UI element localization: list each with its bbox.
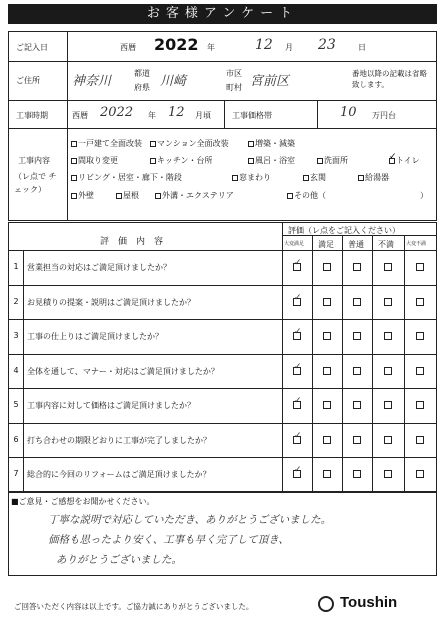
content-option[interactable] (155, 190, 234, 201)
content-option-label: ） (420, 191, 428, 200)
content-checkbox[interactable] (71, 193, 77, 199)
period-month-unit: 月頃 (195, 111, 211, 120)
content-option[interactable] (71, 155, 118, 166)
date-month-unit: 月 (285, 43, 293, 52)
content-checkbox[interactable] (71, 175, 77, 181)
rating-check-mark: ✓ (294, 361, 302, 372)
date-era: 西暦 (120, 43, 136, 52)
eval-question: 営業担当の対応はご満足頂けましたか？ (27, 263, 171, 272)
eval-question: お見積りの提案・説明はご満足頂けましたか？ (27, 297, 195, 307)
rating-checkbox[interactable] (353, 436, 361, 444)
period-label: 工事時期 (16, 111, 48, 120)
eval-row-number: 3 (13, 331, 19, 340)
city-unit-1: 市区 (226, 69, 242, 78)
city-unit-2: 町村 (226, 83, 242, 92)
content-option[interactable] (317, 155, 348, 166)
content-checkbox[interactable] (71, 158, 77, 164)
content-option-label: 窓まわり (239, 173, 271, 182)
content-option[interactable] (389, 152, 420, 166)
rating-checkbox[interactable] (416, 401, 424, 409)
content-option[interactable] (116, 190, 139, 201)
rating-check-mark: ✓ (294, 396, 302, 406)
period-year: 2022 (100, 105, 134, 120)
rating-checkbox[interactable] (416, 263, 424, 271)
rating-checkbox[interactable] (384, 436, 392, 444)
content-option[interactable] (150, 155, 212, 166)
eval-question: 工事内容に対して価格はご満足頂けましたか？ (27, 401, 195, 410)
eval-row-divider (8, 457, 437, 458)
content-option-label: リビング・居室・廊下・階段 (78, 173, 182, 182)
period-month: 12 (168, 105, 185, 120)
price-unit: 万円台 (372, 111, 396, 120)
eval-row-divider (8, 388, 437, 389)
eval-question: 工事の仕上りはご満足頂けましたか？ (27, 332, 163, 341)
content-option[interactable] (71, 172, 182, 183)
rating-checkbox[interactable] (384, 332, 392, 340)
period-era: 西暦 (72, 111, 88, 120)
content-option-label: キッチン・台所 (157, 156, 213, 165)
eval-row-number: 7 (13, 469, 19, 478)
rating-checkbox[interactable] (384, 401, 392, 409)
content-checkbox[interactable] (71, 141, 77, 147)
eval-question: 総合的に今回のリフォームはご満足頂けましたか？ (27, 470, 211, 479)
date-day-unit: 日 (358, 43, 366, 52)
content-label: 工事内容 (18, 156, 50, 165)
content-option[interactable] (71, 138, 142, 149)
eval-row-number: 4 (13, 365, 19, 375)
content-option-label: 外壁 (78, 191, 94, 200)
level-very-dissatisfied: 大変不満 (406, 241, 427, 247)
content-option[interactable] (248, 138, 295, 149)
toushin-logo-icon (318, 596, 334, 612)
date-month: 12 (255, 37, 273, 53)
address-town: 宮前区 (250, 74, 290, 89)
eval-row-number: 6 (13, 434, 19, 444)
comments-label: ■ご意見・ご感想をお聞かせください。 (11, 497, 155, 506)
rating-checkbox[interactable] (384, 367, 392, 375)
content-option-label: マンション全面改装 (157, 139, 229, 148)
rating-checkbox[interactable] (323, 367, 331, 375)
content-option[interactable] (358, 172, 389, 183)
address-note: 番地以降の記載は省略致します。 (352, 69, 427, 89)
rating-checkbox[interactable] (353, 401, 361, 409)
address-prefecture: 神奈川 (72, 74, 112, 89)
eval-row-number: 2 (13, 296, 19, 306)
rating-check-mark: ✓ (294, 465, 302, 475)
rating-checkbox[interactable] (323, 298, 331, 306)
address-city: 川崎 (160, 74, 187, 89)
pref-unit-1: 都道 (134, 69, 150, 78)
price-label: 工事価格帯 (232, 111, 272, 120)
eval-row-number: 5 (13, 400, 19, 409)
eval-row-divider (8, 354, 437, 355)
rating-checkbox[interactable] (384, 263, 392, 271)
date-year-unit: 年 (207, 43, 215, 52)
content-option-label: その他（ (294, 191, 326, 200)
content-checkbox[interactable] (248, 141, 254, 147)
content-option-label: トイレ (396, 156, 420, 165)
content-checkbox[interactable] (232, 175, 238, 181)
rating-checkbox[interactable] (353, 332, 361, 340)
eval-row-number: 1 (13, 262, 19, 271)
content-option[interactable] (150, 138, 229, 149)
content-checkbox[interactable] (358, 175, 364, 181)
content-option[interactable] (248, 155, 295, 166)
comment-line-1: 丁寧な説明で対応していただき、ありがとうございました。 (48, 514, 332, 526)
rating-checkbox[interactable] (416, 332, 424, 340)
rating-checkbox[interactable] (353, 367, 361, 375)
content-checkbox[interactable] (155, 193, 161, 199)
date-label: ご記入日 (16, 43, 48, 52)
eval-row-divider (8, 285, 437, 286)
rating-checkbox[interactable] (323, 332, 331, 340)
eval-row-divider (8, 319, 437, 320)
content-option-label: 外溝・エクステリア (162, 191, 234, 200)
content-option-label: 一戸建て全面改装 (78, 139, 142, 148)
period-year-unit: 年 (148, 111, 156, 120)
content-checkbox[interactable] (150, 141, 156, 147)
rating-check-mark: ✓ (294, 327, 302, 337)
address-label: ご住所 (16, 76, 40, 85)
content-checkbox[interactable] (287, 193, 293, 199)
rating-checkbox[interactable] (323, 263, 331, 271)
rating-checkbox[interactable] (323, 436, 331, 444)
rating-checkbox[interactable] (416, 436, 424, 444)
level-dissatisfied: 不満 (378, 240, 394, 249)
rating-checkbox[interactable] (416, 470, 424, 478)
toushin-logo: Toushin (340, 594, 398, 611)
content-note: （レ点で チェック） (14, 172, 57, 194)
rating-header: 評価（レ点をご記入ください） (288, 226, 400, 235)
content-checkbox[interactable] (303, 175, 309, 181)
rating-checkbox[interactable] (353, 263, 361, 271)
pref-unit-2: 府県 (134, 83, 150, 92)
eval-row-divider (8, 423, 437, 424)
date-day: 23 (318, 37, 336, 53)
level-very-satisfied: 大変満足 (284, 241, 305, 247)
rating-checkbox[interactable] (353, 298, 361, 306)
rating-checkbox[interactable] (416, 298, 424, 306)
comment-line-3: ありがとうございました。 (56, 554, 182, 566)
survey-title: お客様アンケート (8, 4, 437, 24)
level-satisfied: 満足 (318, 240, 334, 249)
date-year: 2022 (154, 35, 199, 54)
content-option-label: 洗面所 (324, 156, 348, 165)
content-option[interactable] (232, 172, 271, 183)
content-option-label: 増築・減築 (255, 139, 295, 148)
content-checkbox[interactable] (248, 158, 254, 164)
rating-checkbox[interactable] (384, 470, 392, 478)
rating-check-mark: ✓ (294, 292, 302, 303)
content-option-label: 玄関 (310, 173, 326, 182)
content-option[interactable] (420, 190, 428, 201)
toilet-check-mark: ✓ (389, 152, 397, 162)
content-option[interactable] (287, 190, 326, 201)
content-checkbox[interactable] (116, 193, 122, 199)
rating-checkbox[interactable] (323, 401, 331, 409)
content-option-label: 給湯器 (365, 173, 389, 182)
eval-question: 打ち合わせの期限どおりに工事が完了しましたか？ (27, 435, 211, 445)
rating-checkbox[interactable] (323, 470, 331, 478)
comment-line-2: 価格も思ったより安く、工事も早く完了して頂き、 (48, 534, 289, 546)
rating-check-mark: ✓ (294, 430, 302, 441)
content-option[interactable] (71, 190, 94, 201)
content-option-label: 間取り変更 (78, 156, 118, 165)
rating-checkbox[interactable] (384, 298, 392, 306)
content-option-label: 風呂・浴室 (255, 156, 295, 165)
content-checkbox[interactable] (317, 158, 323, 164)
eval-header: 評 価 内 容 (100, 237, 164, 247)
content-option[interactable] (303, 172, 326, 183)
rating-check-mark: ✓ (294, 258, 302, 268)
content-checkbox[interactable] (150, 158, 156, 164)
eval-question: 全体を通して、マナー・対応はご満足頂けましたか？ (27, 366, 219, 376)
level-neutral: 普通 (348, 240, 364, 249)
rating-checkbox[interactable] (416, 367, 424, 375)
price-value: 10 (340, 105, 357, 120)
content-option-label: 屋根 (123, 191, 139, 200)
footer-text: ご回答いただく内容は以上です。ご協力誠にありがとうございました。 (14, 602, 254, 611)
rating-checkbox[interactable] (353, 470, 361, 478)
